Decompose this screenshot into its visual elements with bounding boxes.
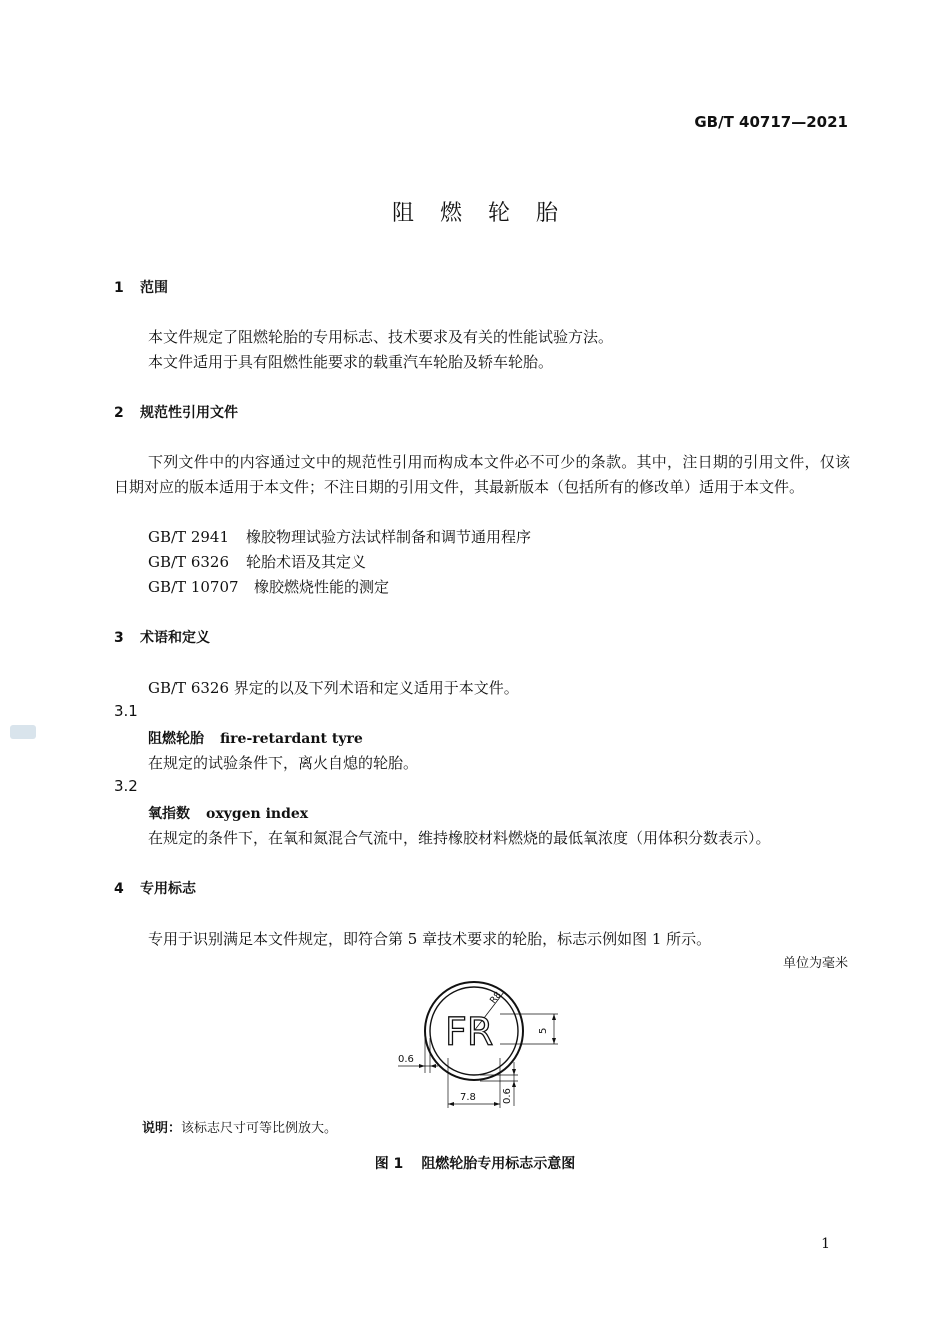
section-4-heading: 4 专用标志 [114, 881, 196, 897]
fr-mark-text: FR [445, 1010, 494, 1054]
section-1-heading: 1 范围 [114, 280, 168, 296]
section-2-heading: 2 规范性引用文件 [114, 405, 238, 421]
section-3-heading: 3 术语和定义 [114, 630, 210, 646]
page-number: 1 [821, 1236, 830, 1252]
dim-radius-label: R8 [488, 990, 504, 1006]
unit-note: 单位为毫米 [782, 956, 848, 971]
dim-height-label: 5 [538, 1027, 549, 1034]
reference-item: GB/T 2941 橡胶物理试验方法试样制备和调节通用程序 [148, 528, 532, 546]
figure-note: 说明：该标志尺寸可等比例放大。 [142, 1121, 338, 1136]
watermark-logo [10, 725, 36, 739]
dim-ring-right-label: 0.6 [502, 1088, 513, 1104]
reference-item: GB/T 10707 橡胶燃烧性能的测定 [148, 578, 390, 596]
reference-item: GB/T 6326 轮胎术语及其定义 [148, 553, 367, 571]
section-4-text: 专用于识别满足本文件规定，即符合第 5 章技术要求的轮胎，标志示例如图 1 所示。 [148, 930, 712, 948]
term-heading: 阻燃轮胎 fire-retardant tyre [148, 731, 363, 747]
section-2-intro: 下列文件中的内容通过文中的规范性引用而构成本文件必不可少的条款。其中，注日期的引用文件，仅该日期对应的版本适用于本文件；不注日期的引用文件，其最新版本（包括所有的修改单）适用于本文件。 [114, 453, 850, 496]
standard-code: GB/T 40717—2021 [694, 113, 848, 131]
term-number: 3.2 [114, 777, 138, 795]
term-number: 3.1 [114, 702, 138, 720]
section-3-intro: GB/T 6326 界定的以及下列术语和定义适用于本文件。 [148, 679, 519, 697]
section-1-paragraph: 本文件规定了阻燃轮胎的专用标志、技术要求及有关的性能试验方法。 [148, 328, 614, 346]
dim-ring-left-label: 0.6 [398, 1054, 414, 1065]
dim-width-label: 7.8 [460, 1092, 476, 1103]
term-definition: 在规定的条件下，在氧和氮混合气流中，维持橡胶材料燃烧的最低氧浓度（用体积分数表示）。 [148, 829, 771, 847]
figure-caption: 图 1 阻燃轮胎专用标志示意图 [374, 1156, 576, 1172]
term-definition: 在规定的试验条件下，离火自熄的轮胎。 [148, 754, 419, 772]
section-1-paragraph: 本文件适用于具有阻燃性能要求的载重汽车轮胎及轿车轮胎。 [148, 353, 554, 371]
document-title: 阻燃轮胎 [391, 201, 584, 226]
fire-retardant-mark-figure [390, 978, 570, 1110]
term-heading: 氧指数 oxygen index [148, 806, 309, 822]
